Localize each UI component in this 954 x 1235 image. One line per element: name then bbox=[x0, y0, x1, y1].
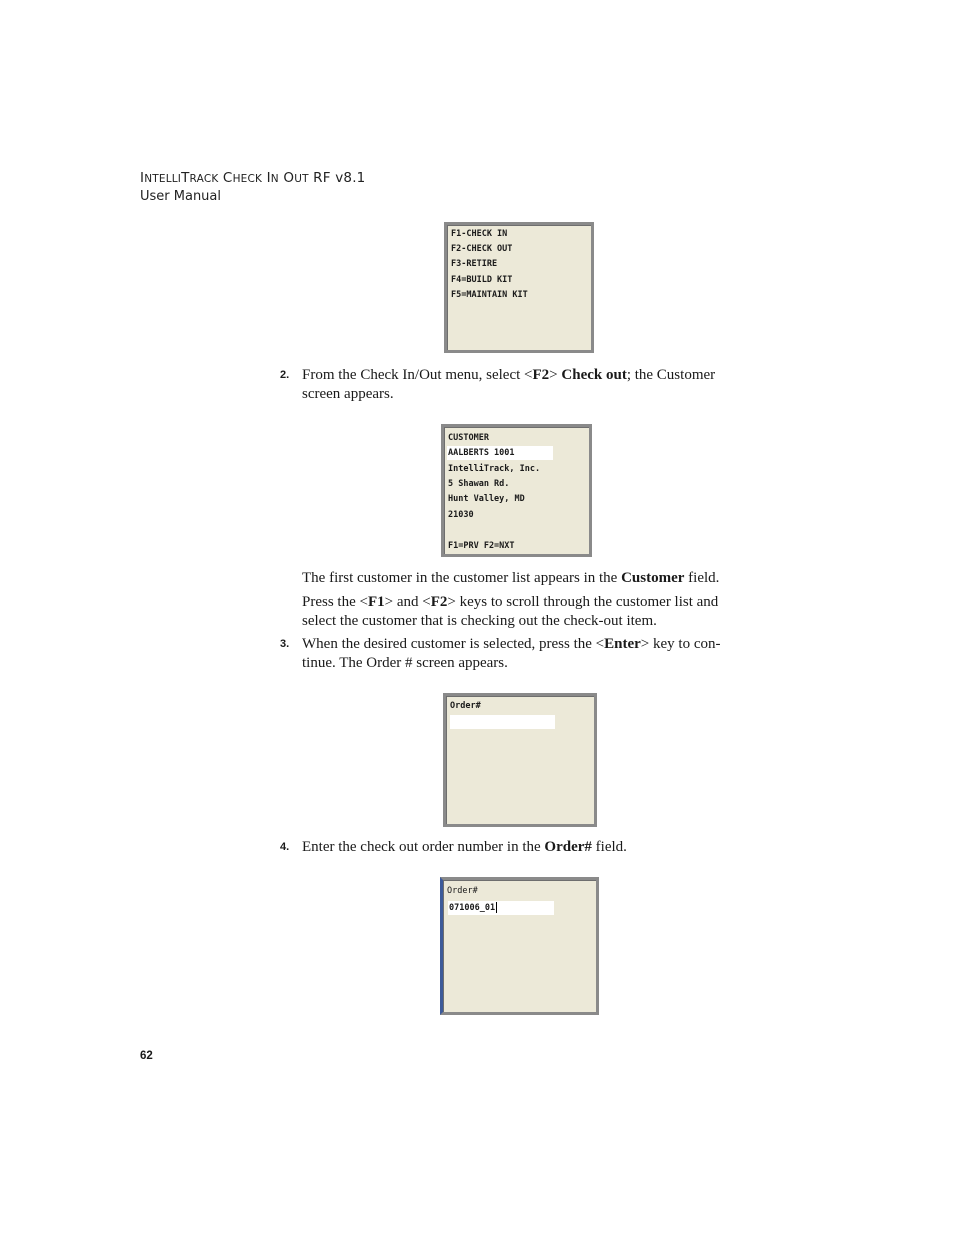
menu-item-maintain-kit[interactable]: F5=MAINTAIN KIT bbox=[451, 290, 528, 300]
order-field[interactable] bbox=[448, 901, 554, 915]
manual-title: INTELLITRACK CHECK IN OUT RF v8.1 bbox=[140, 170, 366, 186]
menu-item-build-kit[interactable]: F4=BUILD KIT bbox=[451, 275, 513, 285]
customer-company: IntelliTrack, Inc. bbox=[448, 464, 541, 474]
order-label: Order# bbox=[450, 701, 481, 711]
customer-zip: 21030 bbox=[448, 510, 474, 520]
rf-menu-screen bbox=[444, 222, 594, 353]
menu-item-retire[interactable]: F3-RETIRE bbox=[451, 259, 498, 269]
customer-street: 5 Shawan Rd. bbox=[448, 479, 510, 489]
order-label: Order# bbox=[447, 886, 478, 896]
text-cursor bbox=[496, 902, 497, 913]
rf-order-screen-filled bbox=[440, 877, 599, 1015]
order-field-value: 071006_01 bbox=[449, 903, 496, 913]
scroll-keys-note: Press the <F1> and <F2> keys to scroll through the customer list and select the customer that is checking out the check-out item. bbox=[302, 594, 719, 629]
customer-field-value: AALBERTS 1001 bbox=[448, 448, 515, 458]
rf-customer-screen bbox=[441, 424, 592, 557]
customer-nav-keys: F1=PRV F2=NXT bbox=[448, 541, 515, 551]
menu-item-check-in[interactable]: F1-CHECK IN bbox=[451, 229, 508, 239]
first-customer-note: The first customer in the customer list appears in the Customer field. bbox=[302, 570, 720, 586]
menu-item-check-out[interactable]: F2-CHECK OUT bbox=[451, 244, 513, 254]
step-number: 3. bbox=[280, 638, 290, 650]
page-number: 62 bbox=[140, 1050, 153, 1062]
step-2-text: From the Check In/Out menu, select <F2> Check out; the Customer screen appears. bbox=[302, 367, 716, 402]
running-header bbox=[140, 170, 365, 205]
step-4-text: Enter the check out order number in the Order# field. bbox=[302, 839, 627, 855]
step-number: 4. bbox=[280, 841, 290, 853]
step-3-text: When the desired customer is selected, press the <Enter> key to con-tinue. The Order # screen appears. bbox=[302, 636, 721, 671]
rf-order-screen-empty bbox=[443, 693, 597, 827]
customer-city: Hunt Valley, MD bbox=[448, 494, 525, 504]
customer-field[interactable] bbox=[447, 446, 553, 460]
step-number: 2. bbox=[280, 369, 290, 381]
manual-subtitle: User Manual bbox=[140, 189, 222, 204]
order-field[interactable] bbox=[450, 715, 555, 729]
customer-label: CUSTOMER bbox=[448, 433, 489, 443]
